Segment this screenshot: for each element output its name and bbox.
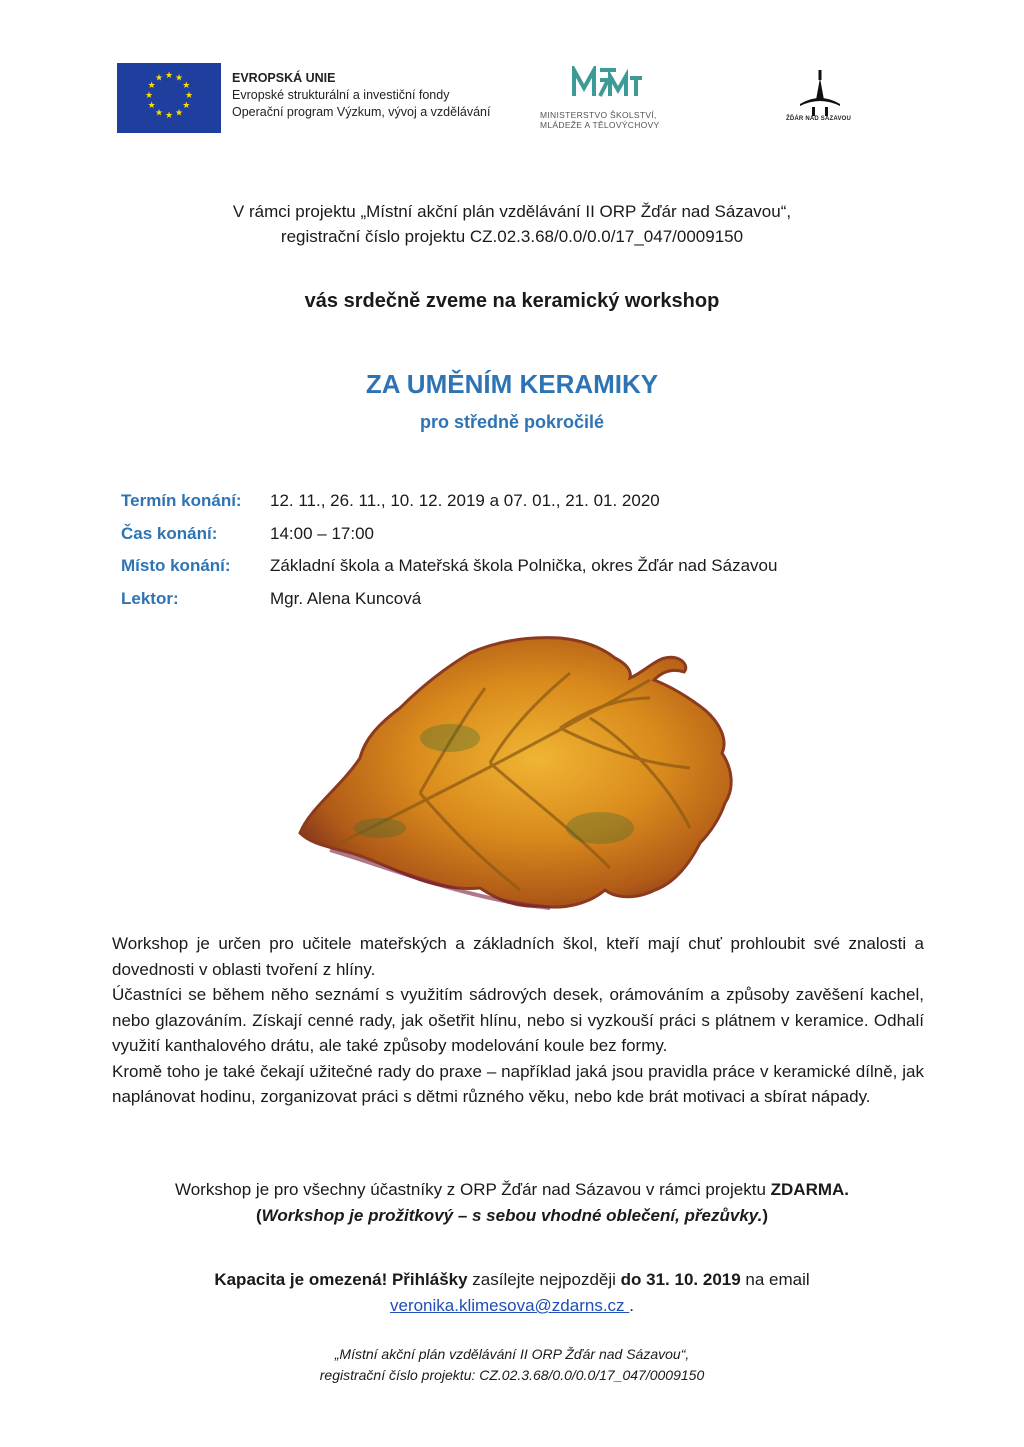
- lecturer-label: Lektor:: [121, 589, 179, 608]
- svg-text:★: ★: [154, 108, 164, 119]
- place-label: Místo konání:: [121, 556, 231, 575]
- note-open-paren: (: [255, 1206, 262, 1225]
- time-label: Čas konání:: [121, 524, 218, 543]
- description-paragraph-2: Účastníci se během něho seznámí s využitím sádrových desek, orámováním a způsoby zavěšení kachel, nebo glazováním. Získají cenné rady, jak ošetřit hlínu, nebo si vyzkouší práci s plátnem v keramice. Odhalí využití kanthalového drátu, ale také způsoby modelování koule bez formy.: [112, 985, 924, 1055]
- svg-text:★: ★: [164, 111, 174, 121]
- capacity-deadline: do 31. 10. 2019: [620, 1270, 741, 1289]
- svg-text:★: ★: [147, 101, 156, 111]
- workshop-subtitle: pro středně pokročilé: [419, 412, 605, 432]
- free-info: [0, 1177, 1024, 1229]
- clothing-note: [0, 1203, 1024, 1229]
- eu-program-line: Operační program Výzkum, vývoj a vzdělávání: [232, 105, 491, 119]
- free-text: Workshop je pro všechny účastníky z ORP Žďár nad Sázavou v rámci projektu: [174, 1180, 771, 1199]
- lecturer-value: Mgr. Alena Kuncová: [270, 589, 422, 608]
- capacity-send-text: zasílejte nejpozději: [467, 1270, 621, 1289]
- intro-line2: registrační číslo projektu CZ.02.3.68/0.0/0.0/17_047/0009150: [280, 227, 744, 246]
- footer-line2: registrační číslo projektu: CZ.02.3.68/0.0/0.0/17_047/0009150: [319, 1367, 705, 1383]
- svg-text:★: ★: [174, 108, 184, 119]
- svg-text:★: ★: [184, 91, 194, 101]
- workshop-description: [112, 931, 924, 1110]
- clothing-note-text: Workshop je prožitkový – s sebou vhodné oblečení, přezůvky.: [261, 1206, 763, 1225]
- ceramic-leaf-image: [270, 628, 750, 918]
- svg-text:★: ★: [147, 81, 156, 91]
- note-close-paren: ): [762, 1206, 769, 1225]
- svg-text:★: ★: [182, 81, 191, 91]
- msmt-line1: MINISTERSTVO ŠKOLSTVÍ,: [540, 110, 657, 120]
- footer-line1: „Místní akční plán vzdělávání II ORP Žďár nad Sázavou“,: [334, 1346, 690, 1362]
- msmt-line2: MLÁDEŽE A TĚLOVÝCHOVY: [540, 120, 660, 130]
- footer: [0, 1344, 1024, 1386]
- eu-logo-text: [232, 70, 490, 121]
- date-label: Termín konání:: [121, 491, 242, 510]
- capacity-warning: Kapacita je omezená! Přihlášky: [214, 1270, 468, 1289]
- free-emphasis: ZDARMA.: [770, 1180, 850, 1199]
- email-period: .: [629, 1296, 635, 1315]
- invitation-heading: vás srdečně zveme na keramický workshop: [304, 290, 720, 312]
- free-line: [0, 1177, 1024, 1203]
- email-link[interactable]: veronika.klimesova@zdarns.cz: [389, 1296, 630, 1315]
- intro-line1: V rámci projektu „Místní akční plán vzdělávání II ORP Žďár nad Sázavou“,: [232, 202, 792, 221]
- svg-text:★: ★: [144, 91, 154, 101]
- eu-title: EVROPSKÁ UNIE: [232, 71, 336, 85]
- registration-info: [0, 1267, 1024, 1319]
- eu-flag-logo: [117, 63, 221, 133]
- time-value: 14:00 – 17:00: [270, 524, 374, 543]
- capacity-line: [0, 1267, 1024, 1293]
- email-line: [0, 1293, 1024, 1319]
- project-intro: [0, 199, 1024, 249]
- place-value: Základní škola a Mateřská škola Polnička, okres Žďár nad Sázavou: [270, 556, 778, 575]
- svg-text:★: ★: [164, 71, 174, 81]
- svg-text:★: ★: [174, 73, 184, 84]
- zdar-logo-text: ŽĎÁR NAD SÁZAVOU: [786, 116, 852, 122]
- description-paragraph-1: Workshop je určen pro učitele mateřských a základních škol, kteří mají chuť prohloubit své znalosti a dovednosti v oblasti tvoření z hlíny.: [112, 934, 924, 979]
- date-value: 12. 11., 26. 11., 10. 12. 2019 a 07. 01., 21. 01. 2020: [270, 491, 660, 510]
- svg-text:★: ★: [154, 73, 164, 84]
- msmt-logo-text: [540, 110, 660, 130]
- capacity-email-text: na email: [740, 1270, 810, 1289]
- eu-funds-line: Evropské strukturální a investiční fondy: [232, 88, 450, 102]
- workshop-title: ZA UMĚNÍM KERAMIKY: [365, 369, 659, 399]
- description-paragraph-3: Kromě toho je také čekají užitečné rady do praxe – například jaká jsou pravidla práce v keramické dílně, jak naplánovat hodinu, zorganizovat práci s dětmi různého věku, nebo kde brát motivaci a sbírat nápady.: [112, 1061, 924, 1106]
- svg-text:★: ★: [182, 101, 191, 111]
